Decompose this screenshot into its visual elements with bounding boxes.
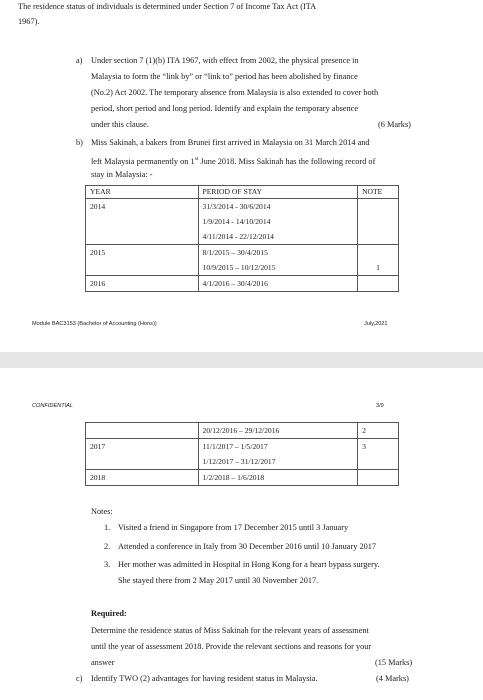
- note-cell: 2: [358, 423, 399, 439]
- table-header-year: YEAR: [86, 186, 199, 199]
- intro-line-2: 1967).: [18, 17, 40, 26]
- confidential-label: CONFIDENTIAL: [32, 403, 74, 409]
- question-c-label: c): [76, 674, 83, 683]
- period-entry: 4/1/2016 – 30/4/2016: [202, 279, 268, 288]
- year-cell: 2017: [86, 439, 199, 470]
- table-header-period: PERIOD OF STAY: [198, 186, 358, 199]
- question-a-marks: (6 Marks): [378, 120, 411, 129]
- period-cell: [198, 439, 358, 470]
- question-a-line: Malaysia to form the “link by” or “link to” period has been abolished by finance: [91, 72, 358, 81]
- notes-title: Notes:: [91, 507, 113, 516]
- question-b-line: left Malaysia permanently on 1st June 2018. Miss Sakinah has the following record of: [91, 156, 376, 166]
- period-entry: 10/9/2015 – 10/12/2015: [202, 263, 276, 272]
- period-entry: 1/9/2014 - 14/10/2014: [202, 217, 271, 226]
- required-line: Determine the residence status of Miss Sakinah for the relevant years of assessment: [91, 626, 369, 635]
- question-b-label: b): [76, 138, 83, 147]
- table-row: [86, 276, 399, 292]
- note-number: 2.: [104, 542, 111, 551]
- table-row: [86, 199, 399, 245]
- question-b-line: stay in Malaysia: -: [91, 170, 153, 179]
- table-row: [86, 470, 399, 486]
- question-c-text: Identify TWO (2) advantages for having resident status in Malaysia.: [91, 674, 318, 683]
- table-header-note: NOTE: [358, 186, 399, 199]
- required-line: answer: [91, 658, 115, 667]
- year-cell: 2016: [86, 276, 199, 292]
- question-a-label: a): [76, 56, 83, 65]
- note-cell: [358, 199, 399, 245]
- year-cell: 2014: [86, 199, 199, 245]
- table-row: [86, 439, 399, 470]
- page-2: [0, 368, 483, 700]
- year-cell: [86, 423, 199, 439]
- question-a-line: period, short period and long period. Identify and explain the temporary absence: [91, 104, 359, 113]
- table-row: [86, 423, 399, 439]
- year-cell: 2018: [86, 470, 199, 486]
- note-cell: 3: [358, 439, 399, 470]
- question-a-line: Under section 7 (1)(b) ITA 1967, with effect from 2002, the physical presence in: [91, 56, 359, 65]
- note-number: 3.: [104, 560, 111, 569]
- period-entry: 11/1/2017 – 1/5/2017: [202, 442, 268, 451]
- period-cell: [198, 245, 358, 276]
- required-line: until the year of assessment 2018. Provide the relevant sections and reasons for your: [91, 642, 372, 651]
- stay-record-table: [85, 185, 399, 292]
- note-line: She stayed there from 2 May 2017 until 30 November 2017.: [118, 576, 319, 585]
- stay-record-table-continued: [85, 422, 399, 486]
- period-cell: [198, 470, 358, 486]
- table-header-row: [86, 186, 399, 199]
- period-entry: 1/12/2017 – 31/12/2017: [202, 457, 276, 466]
- period-cell: [198, 423, 358, 439]
- page-number: 3/9: [376, 403, 384, 409]
- question-a-line: under this clause.: [91, 120, 149, 129]
- question-b-line: Miss Sakinah, a bakers from Brunei first arrived in Malaysia on 31 March 2014 and: [91, 138, 370, 147]
- note-cell: 1: [358, 245, 399, 276]
- period-entry: 1/2/2018 – 1/6/2018: [202, 473, 265, 482]
- note-line: Visited a friend in Singapore from 17 December 2015 until 3 January: [118, 523, 349, 532]
- required-marks: (15 Marks): [375, 658, 413, 667]
- period-cell: [198, 199, 358, 245]
- note-cell: [358, 470, 399, 486]
- period-entry: 4/11/2014 - 22/12/2014: [202, 232, 274, 241]
- period-entry: 20/12/2016 – 29/12/2016: [202, 426, 280, 435]
- footer-date: July,2021: [364, 321, 388, 327]
- question-a-line: (No.2) Act 2002. The temporary absence from Malaysia is also extended to cover both: [91, 88, 379, 97]
- note-number: 1.: [104, 523, 111, 532]
- required-title: Required:: [91, 609, 127, 618]
- year-cell: 2015: [86, 245, 199, 276]
- note-line: Her mother was admitted in Hospital in Hong Kong for a heart bypass surgery.: [118, 560, 380, 569]
- intro-line-1: The residence status of individuals is determined under Section 7 of Income Tax Act (ITA: [18, 2, 317, 11]
- question-c-marks: (4 Marks): [376, 674, 409, 683]
- period-cell: [198, 276, 358, 292]
- note-line: Attended a conference in Italy from 30 December 2016 until 10 January 2017: [118, 542, 377, 551]
- period-entry: 8/1/2015 – 30/4/2015: [202, 248, 268, 257]
- note-cell: [358, 276, 399, 292]
- period-entry: 31/3/2014 - 30/6/2014: [202, 202, 271, 211]
- footer-module: Module BAC3153 (Bachelor of Accounting (Hons)): [32, 321, 157, 327]
- table-row: [86, 245, 399, 276]
